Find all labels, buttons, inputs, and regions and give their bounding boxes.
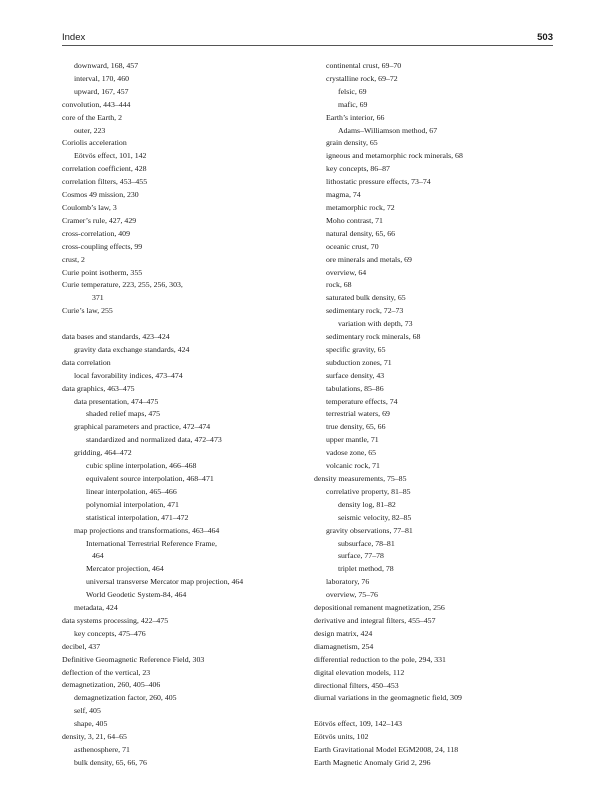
- index-subentry: lithostatic pressure effects, 73–74: [326, 177, 431, 187]
- index-entry: Curie temperature, 223, 255, 256, 303,: [62, 280, 183, 290]
- index-subentry: metadata, 424: [74, 603, 118, 613]
- index-subentry: Earth’s interior, 66: [326, 112, 385, 122]
- index-subentry: felsic, 69: [338, 86, 367, 96]
- index-subentry: shape, 405: [74, 719, 108, 729]
- index-entry: Coriolis acceleration: [62, 138, 127, 148]
- index-entry: cross-correlation, 409: [62, 228, 130, 238]
- index-subentry: cubic spline interpolation, 466–468: [86, 461, 197, 471]
- index-entry: digital elevation models, 112: [314, 667, 405, 677]
- index-entry: demagnetization, 260, 405–406: [62, 680, 161, 690]
- index-subentry: magma, 74: [326, 190, 361, 200]
- index-subentry: 371: [92, 293, 104, 303]
- index-entry: Curie point isotherm, 355: [62, 267, 143, 277]
- index-subentry: specific gravity, 65: [326, 344, 386, 354]
- index-subentry: seismic velocity, 82–85: [338, 512, 412, 522]
- index-subentry: map projections and transformations, 463–464: [74, 525, 220, 535]
- index-entry: data systems processing, 422–475: [62, 615, 169, 625]
- index-subentry: International Terrestrial Reference Frame,: [86, 538, 217, 548]
- index-entry: design matrix, 424: [314, 628, 373, 638]
- index-entry: data graphics, 463–475: [62, 383, 135, 393]
- index-subentry: mafic, 69: [338, 99, 368, 109]
- index-subentry: self, 405: [74, 706, 101, 716]
- index-entry: density, 3, 21, 64–65: [62, 732, 127, 742]
- index-subentry: shaded relief maps, 475: [86, 409, 161, 419]
- index-subentry: density log, 81–82: [338, 499, 396, 509]
- index-entry: cross-coupling effects, 99: [62, 241, 143, 251]
- index-subentry: true density, 65, 66: [326, 422, 386, 432]
- index-entry: Cosmos 49 mission, 230: [62, 190, 139, 200]
- index-column-right: [314, 60, 564, 770]
- index-subentry: variation with depth, 73: [338, 319, 413, 329]
- index-entry: Cramer’s rule, 427, 429: [62, 215, 137, 225]
- index-subentry: terrestrial waters, 69: [326, 409, 390, 419]
- index-entry: convolution, 443–444: [62, 99, 131, 109]
- index-entry: correlation filters, 453–455: [62, 177, 148, 187]
- index-subentry: crystalline rock, 69–72: [326, 73, 398, 83]
- index-subentry: upward, 167, 457: [74, 86, 129, 96]
- index-subentry: rock, 68: [326, 280, 352, 290]
- index-subentry: ore minerals and metals, 69: [326, 254, 412, 264]
- index-subentry: local favorability indices, 473–474: [74, 370, 183, 380]
- index-subentry: tabulations, 85–86: [326, 383, 384, 393]
- index-entry: data bases and standards, 423–424: [62, 332, 170, 342]
- index-subentry: subduction zones, 71: [326, 357, 392, 367]
- index-entry: directional filters, 450–453: [314, 680, 399, 690]
- index-subentry: gravity data exchange standards, 424: [74, 344, 190, 354]
- index-entry: diamagnetism, 254: [314, 641, 374, 651]
- index-entry: derivative and integral filters, 455–457: [314, 615, 436, 625]
- index-subentry: data presentation, 474–475: [74, 396, 159, 406]
- index-subentry: oceanic crust, 70: [326, 241, 379, 251]
- index-subentry: World Geodetic System-84, 464: [86, 590, 187, 600]
- index-subentry: Moho contrast, 71: [326, 215, 383, 225]
- index-subentry: 464: [92, 551, 104, 561]
- index-entry: Definitive Geomagnetic Reference Field, 303: [62, 654, 205, 664]
- index-subentry: continental crust, 69–70: [326, 61, 402, 70]
- index-subentry: upper mantle, 71: [326, 435, 379, 445]
- index-subentry: grain density, 65: [326, 138, 378, 148]
- index-subentry: gridding, 464–472: [74, 448, 132, 458]
- index-entry: depositional remanent magnetization, 256: [314, 603, 445, 613]
- index-entry: core of the Earth, 2: [62, 112, 122, 122]
- index-subentry: surface density, 43: [326, 370, 385, 380]
- index-subentry: Adams–Williamson method, 67: [338, 125, 438, 135]
- section-gap: [314, 705, 564, 718]
- index-subentry: downward, 168, 457: [74, 61, 139, 70]
- index-entry: deflection of the vertical, 23: [62, 667, 151, 677]
- index-subentry: Mercator projection, 464: [86, 564, 164, 574]
- index-subentry: gravity observations, 77–81: [326, 525, 413, 535]
- index-entry: Eötvös units, 102: [314, 732, 369, 742]
- index-entry: data correlation: [62, 357, 111, 367]
- index-entry: Eötvös effect, 109, 142–143: [314, 719, 402, 729]
- index-subentry: demagnetization factor, 260, 405: [74, 693, 177, 703]
- index-subentry: correlative property, 81–85: [326, 486, 411, 496]
- index-subentry: natural density, 65, 66: [326, 228, 396, 238]
- index-subentry: temperature effects, 74: [326, 396, 398, 406]
- index-subentry: bulk density, 65, 66, 76: [74, 757, 147, 767]
- index-column-left: [62, 60, 312, 770]
- index-subentry: polynomial interpolation, 471: [86, 499, 179, 509]
- index-subentry: universal transverse Mercator map projection, 464: [86, 577, 244, 587]
- index-subentry: metamorphic rock, 72: [326, 202, 395, 212]
- index-entry: Earth Magnetic Anomaly Grid 2, 296: [314, 757, 431, 767]
- index-subentry: igneous and metamorphic rock minerals, 68: [326, 151, 463, 161]
- index-subentry: graphical parameters and practice, 472–474: [74, 422, 211, 432]
- index-subentry: volcanic rock, 71: [326, 461, 380, 471]
- index-subentry: sedimentary rock, 72–73: [326, 306, 404, 316]
- index-entry: Earth Gravitational Model EGM2008, 24, 118: [314, 745, 459, 755]
- index-subentry: Eötvös effect, 101, 142: [74, 151, 147, 161]
- page-number: 503: [537, 32, 553, 43]
- index-subentry: interval, 170, 460: [74, 73, 130, 83]
- index-subentry: asthenosphere, 71: [74, 745, 130, 755]
- index-subentry: key concepts, 86–87: [326, 164, 390, 174]
- index-subentry: subsurface, 78–81: [338, 538, 395, 548]
- index-subentry: standardized and normalized data, 472–473: [86, 435, 222, 445]
- index-entry: diurnal variations in the geomagnetic field, 309: [314, 693, 462, 703]
- index-entry: decibel, 437: [62, 641, 101, 651]
- index-entry: Coulomb’s law, 3: [62, 202, 117, 212]
- index-subentry: sedimentary rock minerals, 68: [326, 332, 421, 342]
- index-subentry: overview, 64: [326, 267, 367, 277]
- index-entry: density measurements, 75–85: [314, 474, 407, 483]
- index-subentry: key concepts, 475–476: [74, 628, 146, 638]
- running-header: [62, 30, 553, 46]
- index-subentry: equivalent source interpolation, 468–471: [86, 473, 214, 483]
- index-entry: Curie’s law, 255: [62, 306, 113, 316]
- index-subentry: laboratory, 76: [326, 577, 370, 587]
- index-subentry: outer, 223: [74, 125, 106, 135]
- index-subentry: overview, 75–76: [326, 590, 378, 600]
- index-entry: differential reduction to the pole, 294, 331: [314, 654, 446, 664]
- index-subentry: triplet method, 78: [338, 564, 394, 574]
- index-entry: correlation coefficient, 428: [62, 164, 147, 174]
- header-rule: [62, 45, 553, 46]
- index-subentry: saturated bulk density, 65: [326, 293, 406, 303]
- index-subentry: surface, 77–78: [338, 551, 384, 561]
- index-subentry: statistical interpolation, 471–472: [86, 512, 189, 522]
- index-subentry: vadose zone, 65: [326, 448, 377, 458]
- section-gap: [62, 318, 312, 331]
- index-entry: crust, 2: [62, 254, 85, 264]
- index-subentry: linear interpolation, 465–466: [86, 486, 177, 496]
- header-title: Index: [62, 32, 86, 43]
